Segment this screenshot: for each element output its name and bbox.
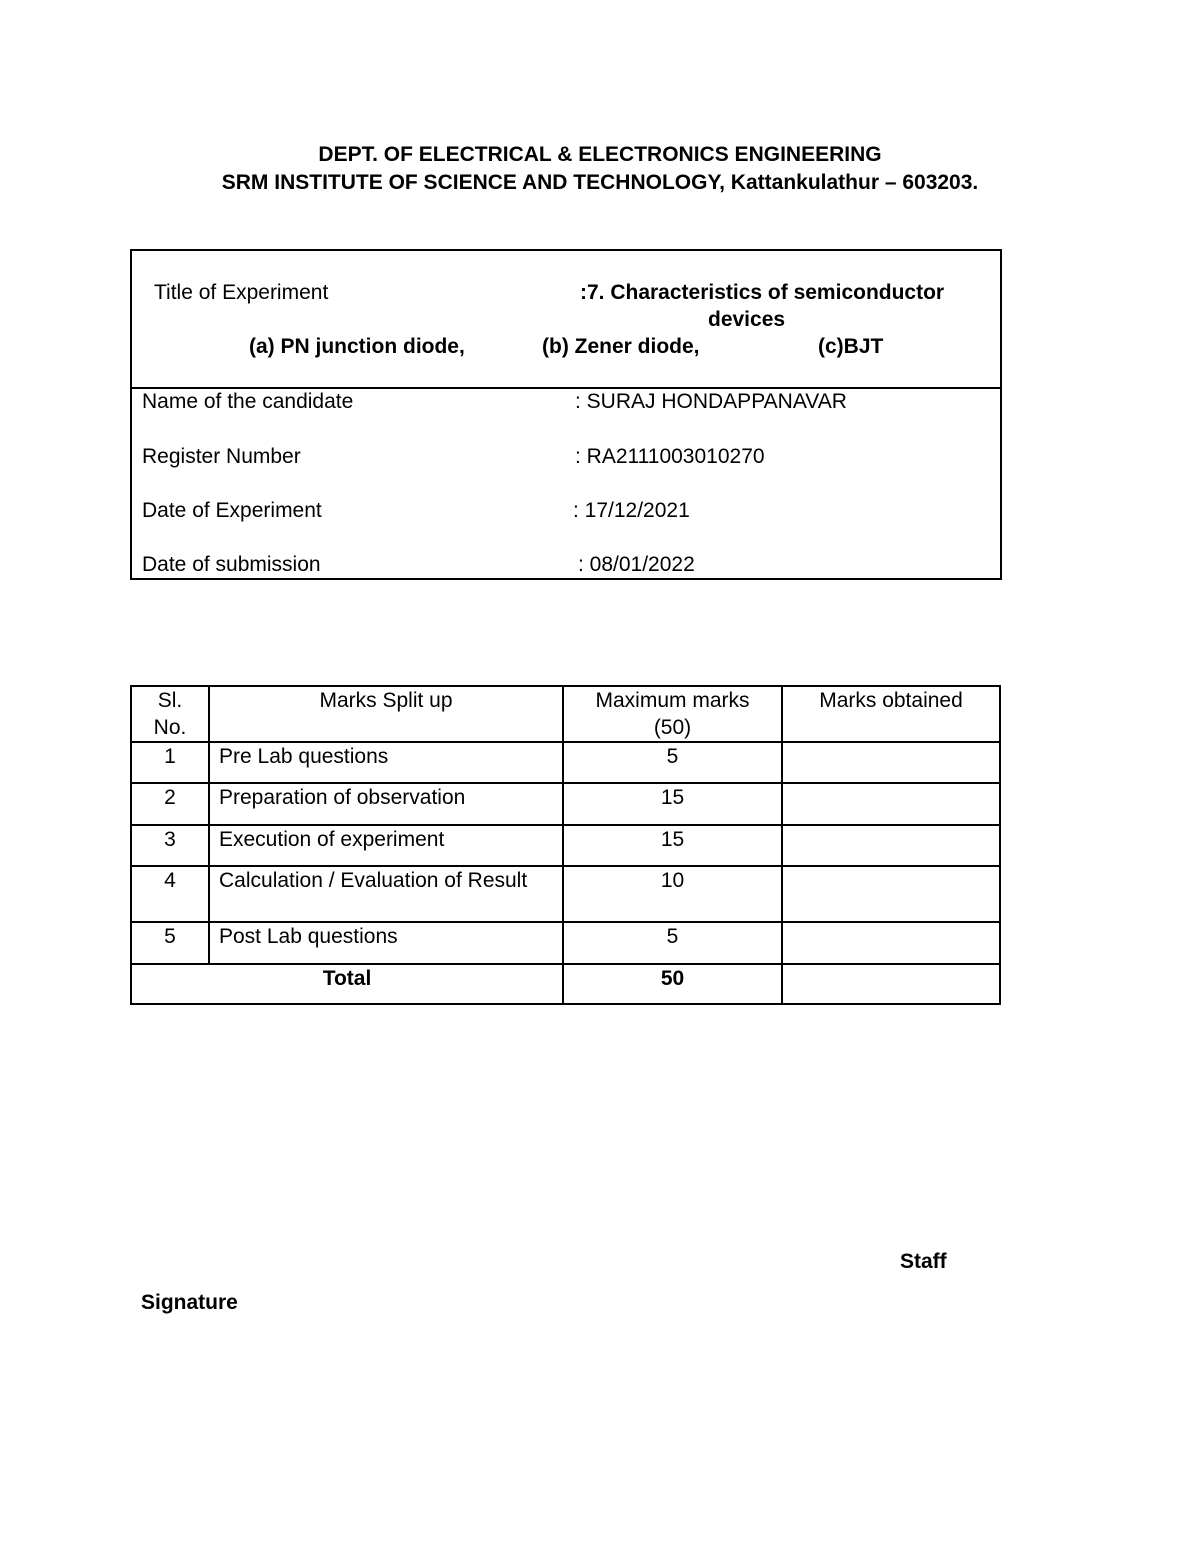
part-c: (c)BJT [818, 335, 884, 358]
date-of-submission-label: Date of submission [142, 553, 321, 576]
item-cell: Pre Lab questions [209, 742, 563, 783]
max-cell: 5 [563, 742, 782, 783]
item-cell: Post Lab questions [209, 922, 563, 964]
name-label: Name of the candidate [142, 390, 354, 413]
item-cell: Execution of experiment [209, 825, 563, 866]
obtained-cell [782, 825, 1000, 866]
title-value-line1: :7. Characteristics of semiconductor [580, 281, 945, 304]
marks-obtained-header: Marks obtained [782, 686, 1000, 742]
part-b: (b) Zener diode, [542, 335, 700, 358]
obtained-cell [782, 783, 1000, 825]
max-cell: 10 [563, 866, 782, 922]
staff-label: Staff [900, 1250, 947, 1273]
table-row [131, 783, 1000, 825]
sl-cell: 1 [131, 742, 209, 783]
table-header-row [131, 686, 1000, 742]
date-of-experiment-label: Date of Experiment [142, 499, 322, 522]
sl-cell: 2 [131, 783, 209, 825]
max-cell: 15 [563, 825, 782, 866]
table-row [131, 825, 1000, 866]
obtained-cell [782, 922, 1000, 964]
obtained-cell [782, 742, 1000, 783]
department-heading: DEPT. OF ELECTRICAL & ELECTRONICS ENGINEERING [318, 143, 882, 166]
total-label: Total [131, 964, 563, 1004]
register-label: Register Number [142, 445, 301, 468]
item-cell: Preparation of observation [209, 783, 563, 825]
max-cell: 5 [563, 922, 782, 964]
table-row [131, 742, 1000, 783]
title-label: Title of Experiment [154, 281, 329, 304]
date-of-submission-value: : 08/01/2022 [578, 553, 695, 576]
total-row [131, 964, 1000, 1004]
sl-cell: 4 [131, 866, 209, 922]
title-value-line2: devices [708, 308, 786, 331]
marks-table [130, 685, 1001, 1005]
institute-heading: SRM INSTITUTE OF SCIENCE AND TECHNOLOGY, Kattankulathur – 603203. [221, 171, 979, 194]
maximum-marks-header: Maximum marks (50) [563, 686, 782, 742]
marks-split-header: Marks Split up [209, 686, 563, 742]
register-value: : RA2111003010270 [575, 445, 765, 468]
max-cell: 15 [563, 783, 782, 825]
table-row [131, 866, 1000, 922]
sl-no-header: Sl. No. [131, 686, 209, 742]
experiment-info-box [130, 249, 1002, 580]
date-of-experiment-value: : 17/12/2021 [573, 499, 690, 522]
part-a: (a) PN junction diode, [249, 335, 465, 358]
obtained-cell [782, 866, 1000, 922]
title-section [132, 251, 1000, 389]
item-cell: Calculation / Evaluation of Result [209, 866, 563, 922]
total-max: 50 [563, 964, 782, 1004]
signature-label: Signature [141, 1291, 238, 1314]
name-value: : SURAJ HONDAPPANAVAR [575, 390, 847, 413]
total-obtained [782, 964, 1000, 1004]
sl-cell: 5 [131, 922, 209, 964]
sl-cell: 3 [131, 825, 209, 866]
table-row [131, 922, 1000, 964]
